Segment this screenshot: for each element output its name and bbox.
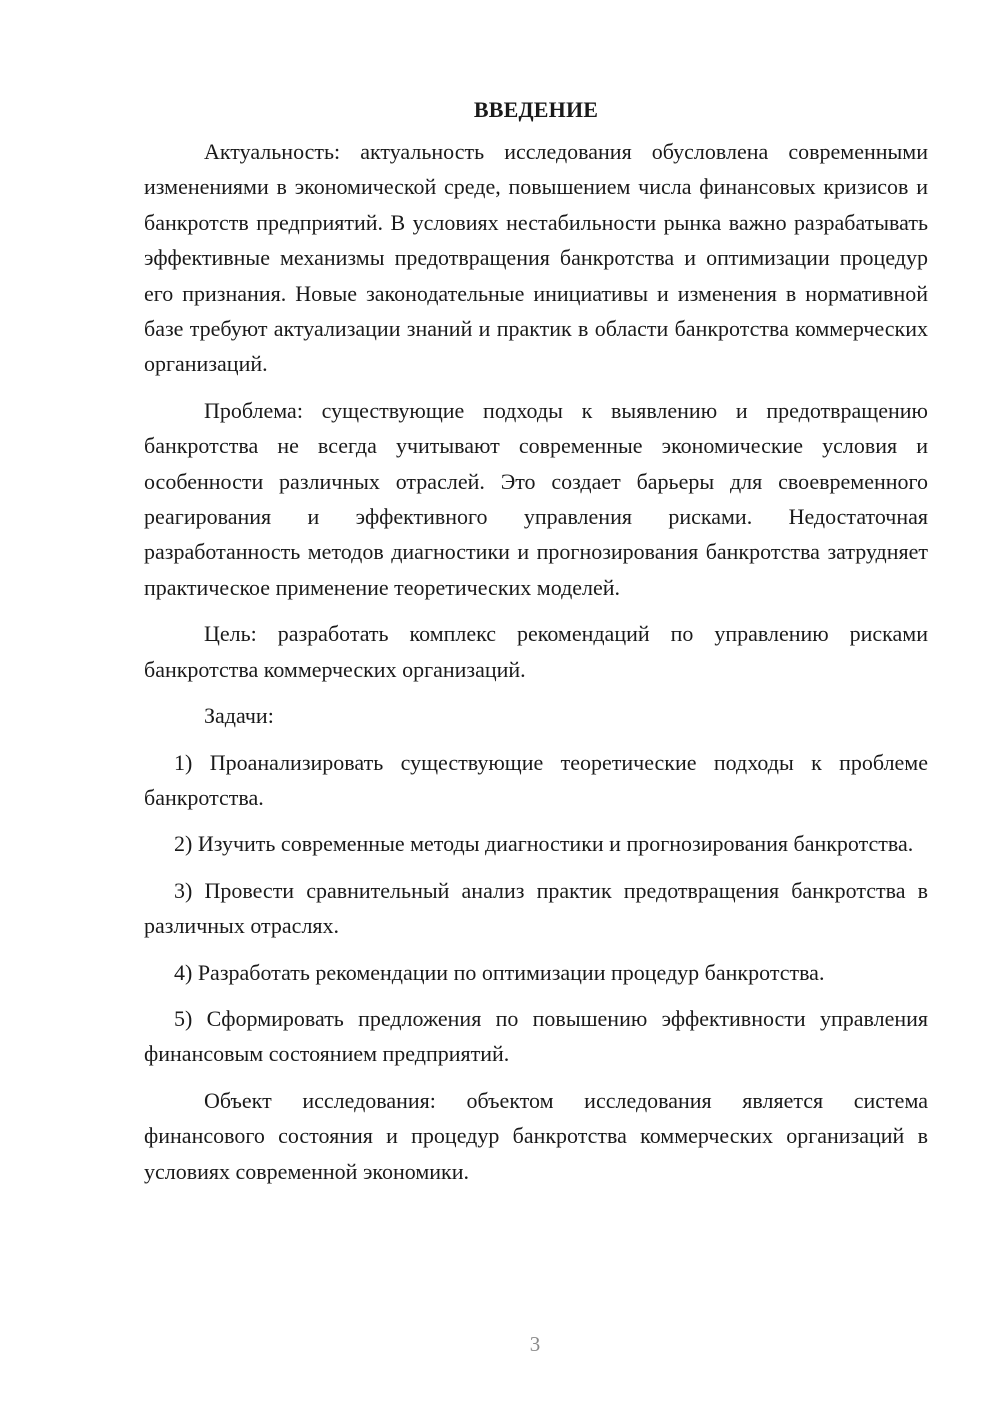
paragraph-tasks-label: Задачи: [204,703,274,729]
paragraph-object: Объект исследования: объектом исследования является система финансового состояния и процедур банкротства коммерческих организаций в условиях современной экономики. [144,1087,928,1184]
task-item-5: 5) Сформировать предложения по повышению эффективности управления финансовым состоянием предприятий. [144,1005,928,1067]
task-item-3: 3) Провести сравнительный анализ практик предотвращения банкротства в различных отраслях. [144,877,928,939]
page-number: 3 [529,1332,541,1356]
task-item-1: 1) Проанализировать существующие теоретические подходы к проблеме банкротства. [144,749,928,810]
paragraph-goal: Цель: разработать комплекс рекомендаций по управлению рисками банкротства коммерческих организаций. [144,621,928,682]
section-heading: ВВЕДЕНИЕ [473,97,599,122]
task-item-2: 2) Изучить современные методы диагностики и прогнозирования банкротства. [174,831,914,857]
paragraph-problem: Проблема: существующие подходы к выявлению и предотвращению банкротства не всегда учитывают современные экономические условия и особенности различных отраслей. Это создает барьеры для своевременного реагирования и эффективного управления рисками. Недостаточная разработанность методов диагностики и прогнозирования банкротства затрудняет практическое применение теоретических моделей. [144,397,928,600]
task-item-4: 4) Разработать рекомендации по оптимизации процедур банкротства. [174,959,825,985]
paragraph-relevance: Актуальность: актуальность исследования обусловлена современными изменениями в экономической среде, повышением числа финансовых кризисов и банкротств предприятий. В условиях нестабильности рынка важно разрабатывать эффективные механизмы предотвращения банкротства и оптимизации процедур его признания. Новые законодательные инициативы и изменения в нормативной базе требуют актуализации знаний и практик в области банкротства коммерческих организаций. [144,139,928,377]
document-page [144,92,928,1200]
